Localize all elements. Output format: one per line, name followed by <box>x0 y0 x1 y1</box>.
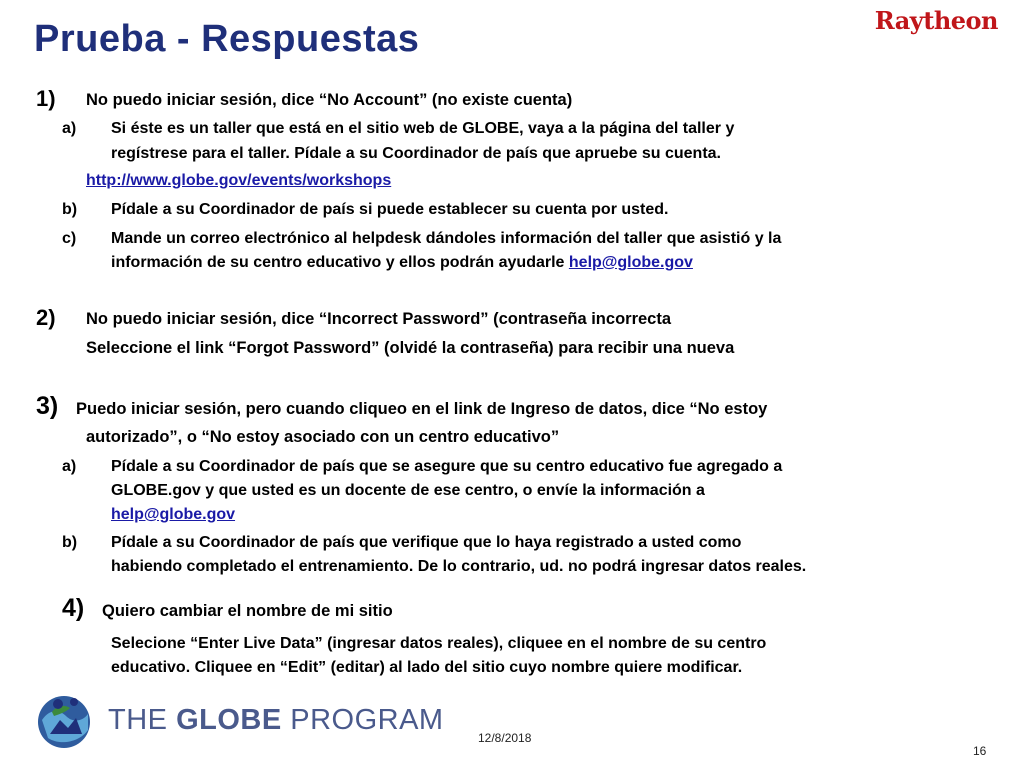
q3-email-link[interactable]: help@globe.gov <box>111 506 236 523</box>
q1-a-label: a) <box>62 120 77 137</box>
q3-b-line1: Pídale a su Coordinador de país que verifique que lo haya registrado a usted como <box>111 534 742 551</box>
q2-answer: Seleccione el link “Forgot Password” (olvidé la contraseña) para recibir una nueva <box>86 339 735 357</box>
q2-number: 2) <box>36 305 56 330</box>
slide-title: Prueba - Respuestas <box>34 18 420 60</box>
q1-c-line2-text: información de su centro educativo y ellos podrán ayudarle <box>111 254 569 271</box>
globe-logo-icon <box>30 690 105 750</box>
q3-number: 3) <box>36 392 59 420</box>
helpdesk-email-link[interactable]: help@globe.gov <box>568 254 693 271</box>
globe-program-wordmark <box>108 704 444 737</box>
q3-a-line1: Pídale a su Coordinador de país que se asegure que su centro educativo fue agregado a <box>111 458 783 475</box>
q1-number: 1) <box>36 86 56 111</box>
q1-c-label: c) <box>62 230 77 247</box>
q1-a-line2: regístrese para el taller. Pídale a su Coordinador de país que apruebe su cuenta. <box>111 145 721 162</box>
q4-answer-line2: educativo. Cliquee en “Edit” (editar) al lado del sitio cuyo nombre quiere modificar. <box>111 659 743 676</box>
q3-question-line1: Puedo iniciar sesión, pero cuando cliqueo en el link de Ingreso de datos, dice “No estoy <box>76 400 768 418</box>
q1-c-line1: Mande un correo electrónico al helpdesk dándoles información del taller que asistió y la <box>111 230 782 247</box>
q2-question: No puedo iniciar sesión, dice “Incorrect Password” (contraseña incorrecta <box>86 310 672 328</box>
q4-answer-line1: Selecione “Enter Live Data” (ingresar datos reales), cliquee en el nombre de su centro <box>111 635 767 652</box>
q3-b-label: b) <box>62 534 78 551</box>
raytheon-logo: Raytheon <box>874 6 998 35</box>
q4-question: Quiero cambiar el nombre de mi sitio <box>102 602 393 620</box>
wordmark-globe: GLOBE <box>176 704 282 736</box>
q4-number: 4) <box>62 594 85 622</box>
workshops-link[interactable]: http://www.globe.gov/events/workshops <box>86 172 392 189</box>
wordmark-program: PROGRAM <box>281 704 444 736</box>
slide-number: 16 <box>973 744 987 758</box>
q1-question: No puedo iniciar sesión, dice “No Account” (no existe cuenta) <box>86 91 573 109</box>
q1-a-line1: Si éste es un taller que está en el sitio web de GLOBE, vaya a la página del taller y <box>111 120 735 137</box>
wordmark-the: THE <box>108 704 177 736</box>
q3-b-line2: habiendo completado el entrenamiento. De lo contrario, ud. no podrá ingresar datos reales. <box>111 558 807 575</box>
q3-a-label: a) <box>62 458 77 475</box>
q1-b-label: b) <box>62 201 78 218</box>
q1-c-line2 <box>111 254 693 272</box>
q1-b-text: Pídale a su Coordinador de país si puede establecer su cuenta por usted. <box>111 201 669 218</box>
slide-date: 12/8/2018 <box>478 731 532 745</box>
q3-a-line2: GLOBE.gov y que usted es un docente de ese centro, o envíe la información a <box>111 482 705 499</box>
q3-question-line2: autorizado”, o “No estoy asociado con un centro educativo” <box>86 428 560 446</box>
